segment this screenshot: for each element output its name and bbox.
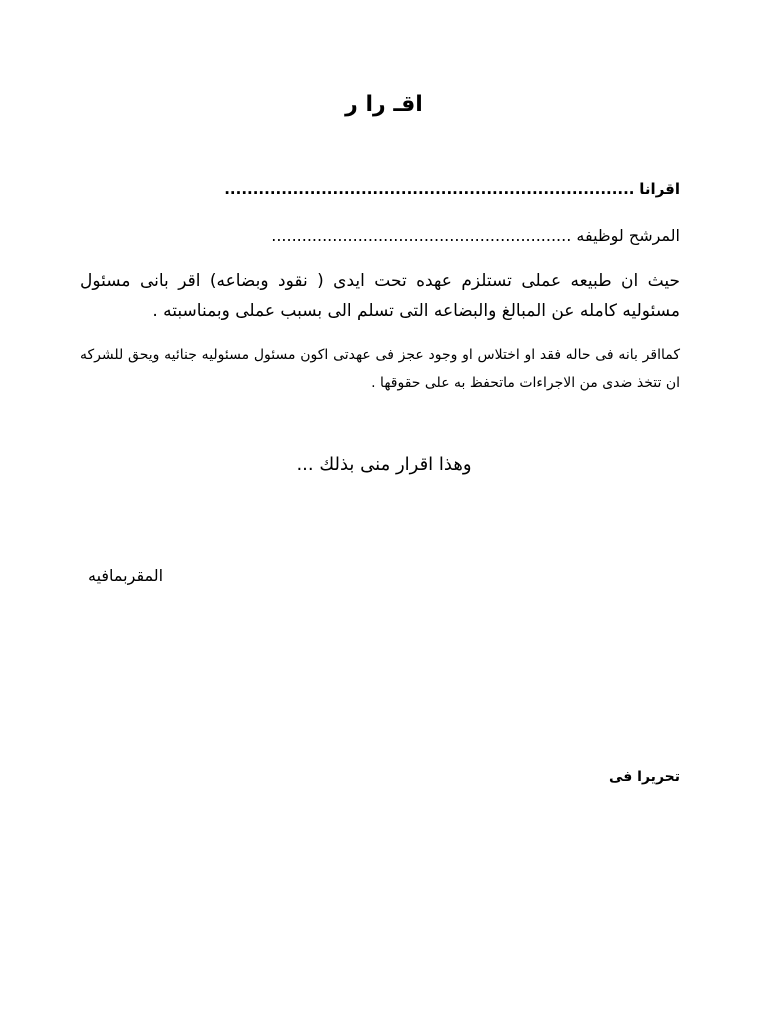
document-title: اقـ را ر (345, 92, 423, 117)
signer-label: المقربمافيه (88, 566, 164, 585)
liability-paragraph: كمااقر بانه فى حاله فقد او اختلاس او وجود عجز فى عهدتى اكون مسئول مسئوليه جنائيه ويحق للشركه ان تتخذ ضدى من الاجراءات ماتحفظ به على حقوقها . (80, 347, 680, 391)
declarant-line (224, 180, 680, 198)
candidate-label: المرشح لوظيفه (576, 226, 680, 245)
declarant-name-blank: ........................................................................ (224, 180, 635, 198)
written-on-label: تحريرا فى (608, 769, 680, 785)
closing-statement: وهذا اقرار منى بذلك ... (296, 454, 472, 475)
declarant-label: اقرانا (639, 180, 680, 198)
responsibility-paragraph: حيث ان طبيعه عملى تستلزم عهده تحت ايدى ( نقود وبضاعه) اقر بانى مسئول مسئوليه كامله عن المبالغ والبضاعه التى تسلم الى بسبب عملى وبمناسبته . (80, 271, 680, 321)
candidate-position-blank: ........................................................... (271, 226, 572, 245)
candidate-line (271, 226, 680, 245)
